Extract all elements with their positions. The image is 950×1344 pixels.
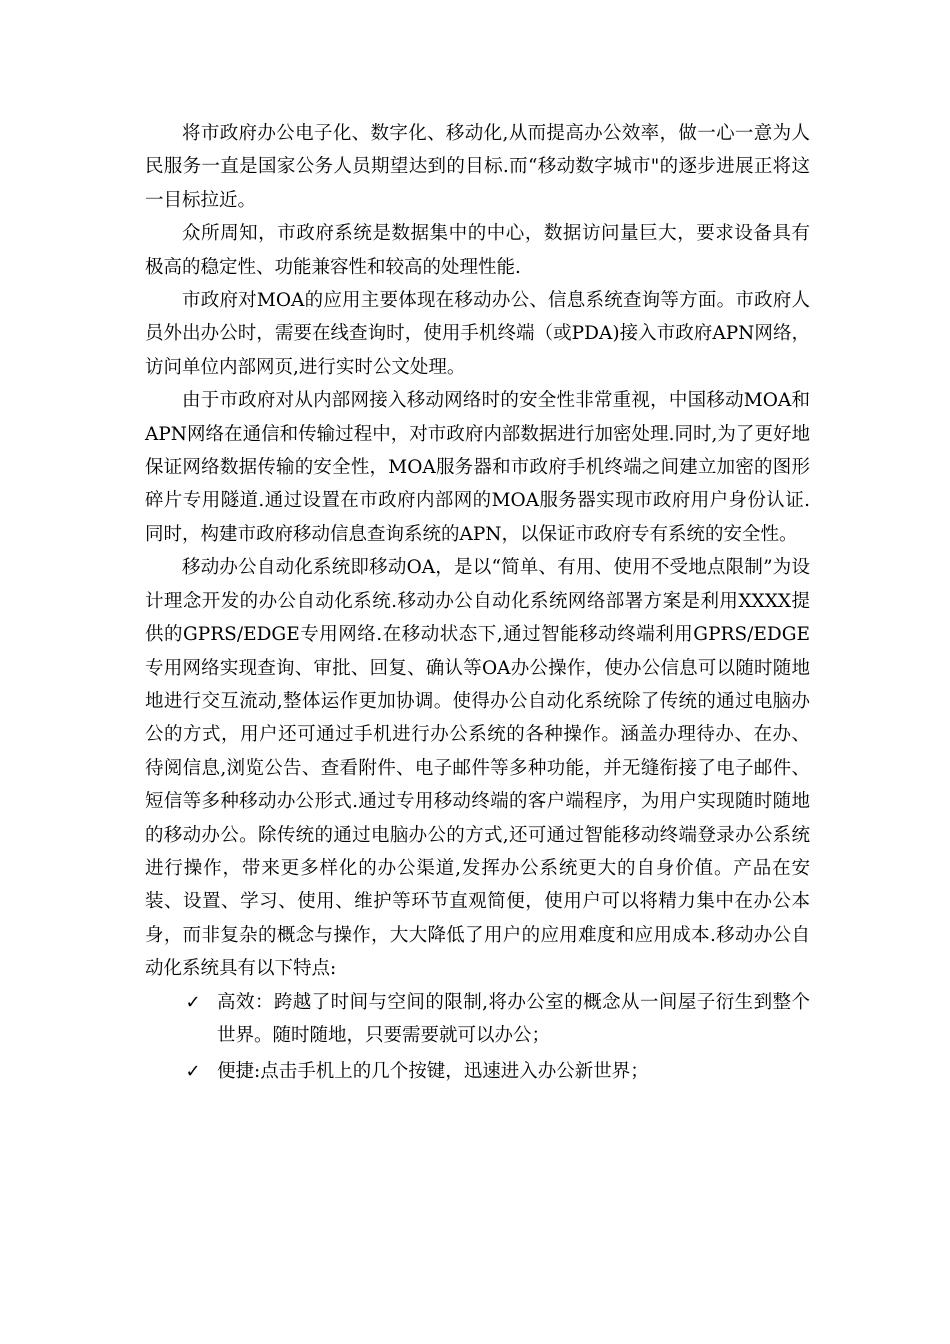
paragraph-system-requirements: 众所周知，市政府系统是数据集中的中心，数据访问量巨大，要求设备具有极高的稳定性、功能兼容性和较高的处理性能. xyxy=(145,223,810,278)
document-page xyxy=(145,117,810,1089)
feature-text: 高效：跨越了时间与空间的限制,将办公室的概念从一间屋子衍生到整个世界。随时随地，只要需要就可以办公； xyxy=(217,991,810,1046)
paragraph-security: 由于市政府对从内部网接入移动网络时的安全性非常重视，中国移动MOA和APN网络在通信和传输过程中，对市政府内部数据进行加密处理.同时,为了更好地保证网络数据传输的安全性，MOA服务器和市政府手机终端之间建立加密的图形碎片专用隧道.通过设置在市政府内部网的MOA服务器实现市政府用户身份认证.同时，构建市政府移动信息查询系统的APN，以保证市政府专有系统的安全性。 xyxy=(145,390,810,545)
list-item xyxy=(145,986,810,1053)
paragraph-mobile-oa: 移动办公自动化系统即移动OA，是以“简单、有用、使用不受地点限制”为设计理念开发的办公自动化系统.移动办公自动化系统网络部署方案是利用XXXX提供的GPRS/EDGE专用网络.在移动状态下,通过智能移动终端利用GPRS/EDGE专用网络实现查询、审批、回复、确认等OA办公操作，使办公信息可以随时随地地进行交互流动,整体运作更加协调。使得办公自动化系统除了传统的通过电脑办公的方式，用户还可通过手机进行办公系统的各种操作。涵盖办理待办、在办、待阅信息,浏览公告、查看附件、电子邮件等多种功能，并无缝衔接了电子邮件、短信等多种移动办公形式.通过专用移动终端的客户端程序，为用户实现随时随地的移动办公。除传统的通过电脑办公的方式,还可通过智能移动终端登录办公系统进行操作，带来更多样化的办公渠道,发挥办公系统更大的自身价值。产品在安装、设置、学习、使用、维护等环节直观简便，使用户可以将精力集中在办公本身，而非复杂的概念与操作，大大降低了用户的应用难度和应用成本.移动办公自动化系统具有以下特点: xyxy=(145,557,810,980)
feature-list xyxy=(145,986,810,1089)
list-item xyxy=(145,1055,810,1088)
paragraph-moa-application: 市政府对MOA的应用主要体现在移动办公、信息系统查询等方面。市政府人员外出办公时，需要在线查询时，使用手机终端（或PDA)接入市政府APN网络，访问单位内部网页,进行实时公文处理。 xyxy=(145,290,810,378)
check-icon: ✓ xyxy=(185,991,201,1013)
check-icon: ✓ xyxy=(185,1061,201,1083)
paragraph-intro: 将市政府办公电子化、数字化、移动化,从而提高办公效率，做一心一意为人民服务一直是国家公务人员期望达到的目标.而“移动数字城市"的逐步进展正将这一目标拉近。 xyxy=(145,123,810,211)
feature-text: 便捷:点击手机上的几个按键，迅速进入办公新世界； xyxy=(217,1061,649,1083)
